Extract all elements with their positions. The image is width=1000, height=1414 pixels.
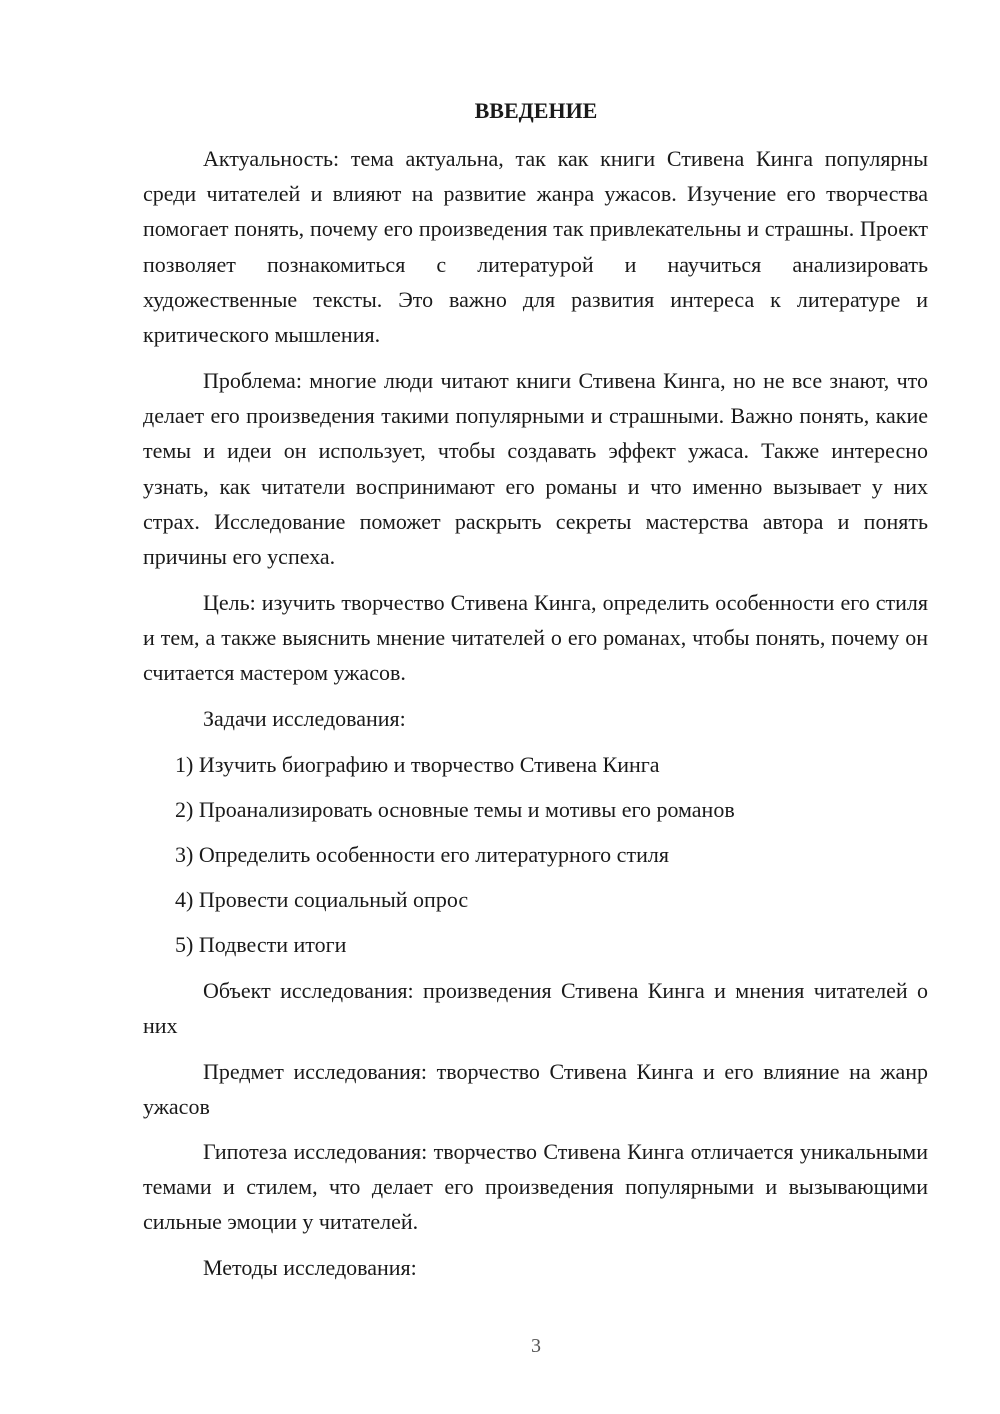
list-item: 1) Изучить биографию и творчество Стивена Кинга: [175, 752, 660, 777]
goal-paragraph: Цель: изучить творчество Стивена Кинга, определить особенности его стиля и тем, а также выяснить мнение читателей о его романах, чтобы понять, почему он считается мастером ужасов.: [143, 590, 928, 686]
list-item: 3) Определить особенности его литературного стиля: [175, 842, 669, 867]
object-paragraph: Объект исследования: произведения Стивена Кинга и мнения читателей о них: [143, 978, 928, 1039]
list-item: 2) Проанализировать основные темы и мотивы его романов: [175, 797, 735, 822]
subject-paragraph: Предмет исследования: творчество Стивена Кинга и его влияние на жанр ужасов: [143, 1059, 928, 1120]
hypothesis-paragraph: Гипотеза исследования: творчество Стивена Кинга отличается уникальными темами и стилем, что делает его произведения популярными и вызывающими сильные эмоции у читателей.: [143, 1139, 928, 1235]
list-item: 4) Провести социальный опрос: [175, 887, 469, 912]
tasks-heading: Задачи исследования:: [203, 706, 406, 731]
methods-heading: Методы исследования:: [203, 1255, 417, 1280]
problem-paragraph: Проблема: многие люди читают книги Стивена Кинга, но не все знают, что делает его произведения такими популярными и страшными. Важно понять, какие темы и идеи он использует, чтобы создавать эффект ужаса. Также интересно узнать, как читатели воспринимают его романы и что именно вызывает у них страх. Исследование поможет раскрыть секреты мастерства автора и понять причины его успеха.: [143, 368, 928, 570]
relevance-paragraph: Актуальность: тема актуальна, так как книги Стивена Кинга популярны среди читателей и влияют на развитие жанра ужасов. Изучение его творчества помогает понять, почему его произведения так привлекательны и страшны. Проект позволяет познакомиться с литературой и научиться анализировать художественные тексты. Это важно для развития интереса к литературе и критического мышления.: [143, 146, 928, 348]
list-item: 5) Подвести итоги: [175, 932, 347, 957]
page-number: 3: [531, 1335, 541, 1357]
page-title: ВВЕДЕНИЕ: [474, 98, 598, 123]
